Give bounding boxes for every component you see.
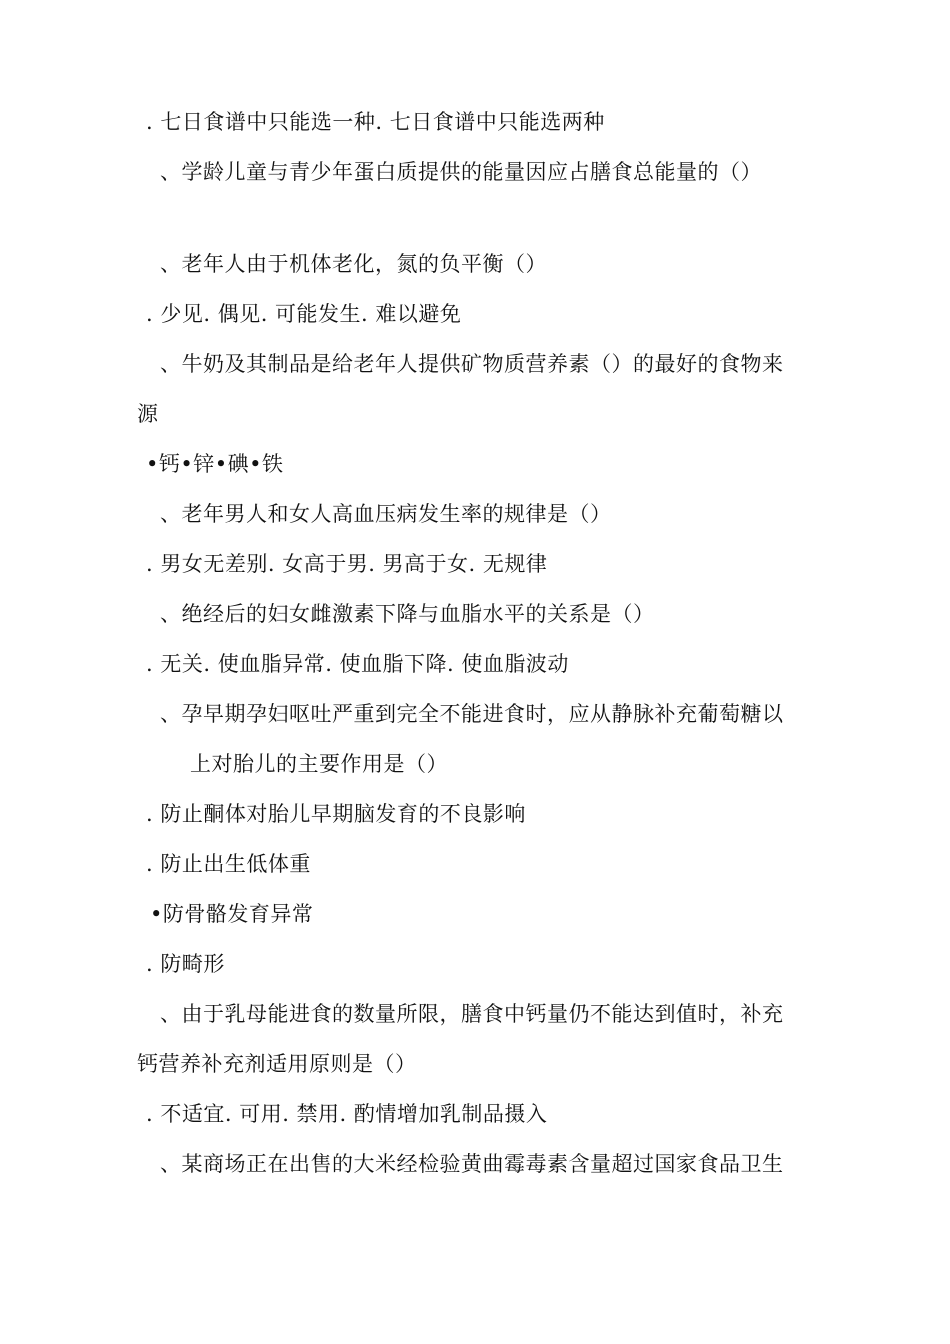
question-line-continued: 上对胎儿的主要作用是（） <box>190 752 448 776</box>
question-line: 、老年人由于机体老化，氮的负平衡（） <box>160 252 547 276</box>
option-line: . 防止酮体对胎儿早期脑发育的不良影响 <box>146 802 526 826</box>
options-line: . 无关. 使血脂异常. 使血脂下降. 使血脂波动 <box>146 652 569 676</box>
options-line: . 不适宜. 可用. 禁用. 酌情增加乳制品摄入 <box>146 1102 548 1126</box>
options-line: •钙•锌•碘•铁 <box>146 452 284 476</box>
option-line: . 防止出生低体重 <box>146 852 311 876</box>
text-line: . 七日食谱中只能选一种. 七日食谱中只能选两种 <box>146 110 605 134</box>
question-line: 、老年男人和女人高血压病发生率的规律是（） <box>160 502 612 526</box>
question-line: 、牛奶及其制品是给老年人提供矿物质营养素（）的最好的食物来 <box>160 352 784 376</box>
option-line: . 防畸形 <box>146 952 225 976</box>
question-line-continued: 钙营养补充剂适用原则是（） <box>137 1052 417 1076</box>
options-line: . 少见. 偶见. 可能发生. 难以避免 <box>146 302 462 326</box>
question-line: 、孕早期孕妇呕吐严重到完全不能进食时，应从静脉补充葡萄糖以 <box>160 702 784 726</box>
question-line-continued: 源 <box>137 402 159 426</box>
question-line: 、绝经后的妇女雌激素下降与血脂水平的关系是（） <box>160 602 655 626</box>
options-line: . 男女无差别. 女高于男. 男高于女. 无规律 <box>146 552 548 576</box>
option-line: •防骨骼发育异常 <box>150 902 314 926</box>
question-line: 、由于乳母能进食的数量所限，膳食中钙量仍不能达到值时，补充 <box>160 1002 784 1026</box>
question-line: 、某商场正在出售的大米经检验黄曲霉毒素含量超过国家食品卫生 <box>160 1152 784 1176</box>
question-line: 、学龄儿童与青少年蛋白质提供的能量因应占膳食总能量的（） <box>160 160 762 184</box>
